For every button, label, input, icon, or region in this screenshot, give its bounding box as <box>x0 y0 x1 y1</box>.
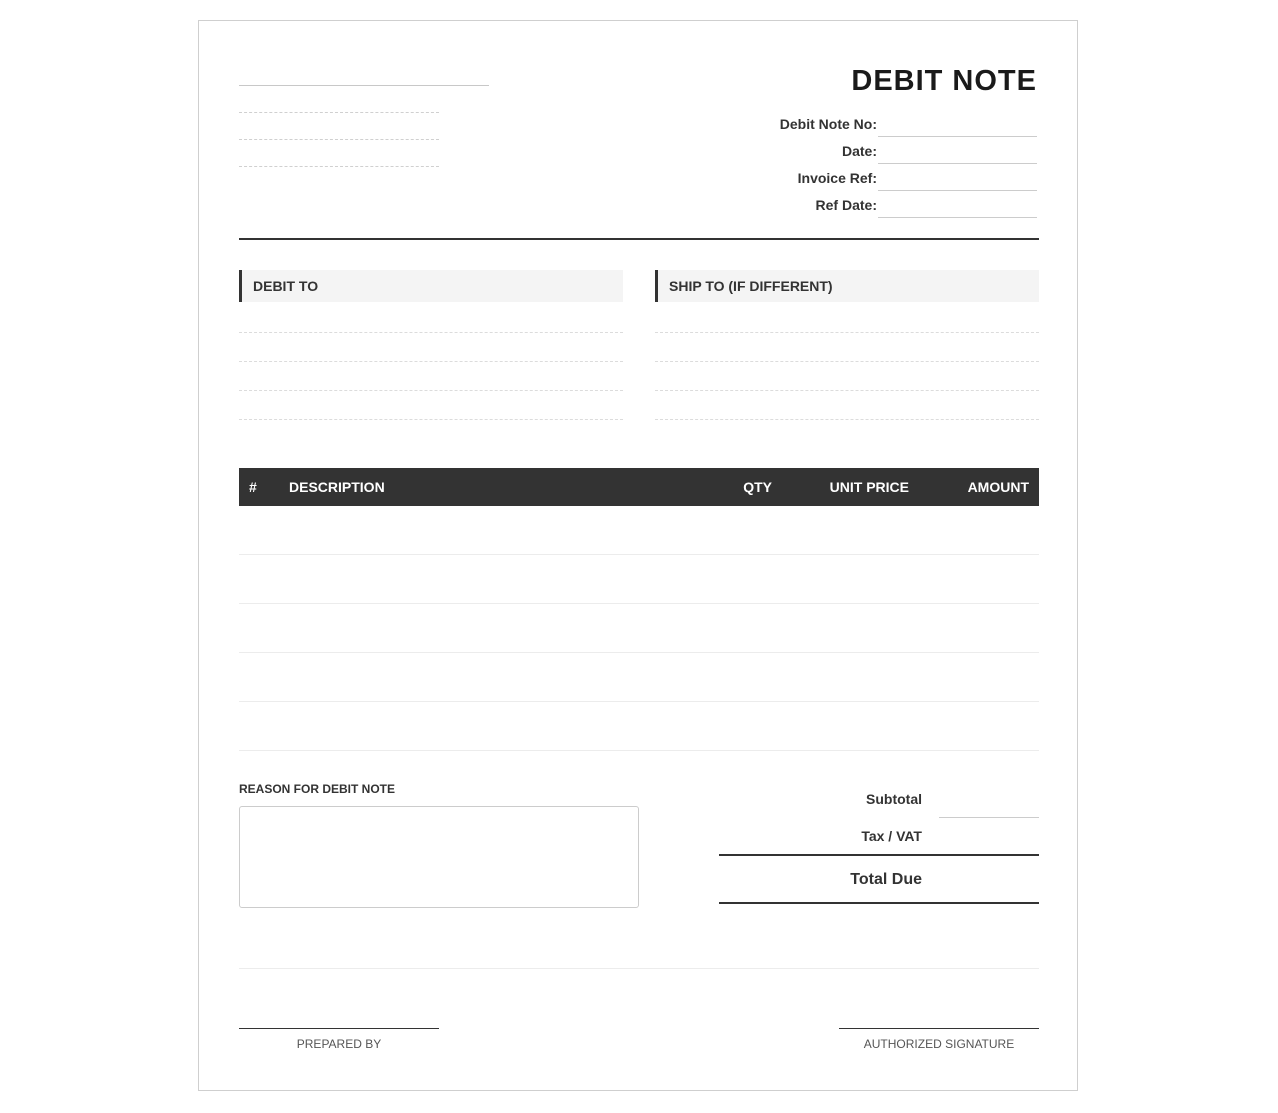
column-unit-price: UNIT PRICE <box>829 479 909 495</box>
meta-label: Debit Note No: <box>779 116 877 132</box>
total-divider <box>719 854 1039 856</box>
reason-textbox[interactable] <box>239 806 639 908</box>
date-field[interactable] <box>878 143 1037 164</box>
document-title: DEBIT NOTE <box>851 65 1037 97</box>
meta-label: Ref Date: <box>815 197 877 213</box>
table-row[interactable] <box>239 506 1039 555</box>
table-row[interactable] <box>239 653 1039 702</box>
ship-to-header <box>655 270 1039 302</box>
table-row[interactable] <box>239 604 1039 653</box>
column-amount: AMOUNT <box>967 479 1029 495</box>
ship-to-line-3[interactable] <box>655 390 1039 391</box>
debit-to-line-1[interactable] <box>239 332 623 333</box>
subtotal-field[interactable] <box>939 817 1039 818</box>
debit-to-heading: DEBIT TO <box>253 278 319 294</box>
total-due-label: Total Due <box>850 871 922 888</box>
ship-to-line-2[interactable] <box>655 361 1039 362</box>
debit-note-page <box>198 20 1078 1091</box>
meta-row-debit-note-no <box>737 110 1037 137</box>
company-name-line[interactable] <box>239 85 489 86</box>
reason-label: REASON FOR DEBIT NOTE <box>239 782 396 796</box>
table-row[interactable] <box>239 702 1039 751</box>
column-number: # <box>249 479 257 495</box>
meta-label: Date: <box>841 143 877 159</box>
column-description: DESCRIPTION <box>289 479 385 495</box>
company-address-line-3[interactable] <box>239 166 439 167</box>
authorized-signature-label: AUTHORIZED SIGNATURE <box>863 1037 1015 1051</box>
column-qty: QTY <box>743 479 772 495</box>
prepared-by-line[interactable] <box>239 1028 439 1029</box>
meta-row-invoice-ref <box>737 164 1037 191</box>
ship-to-line-4[interactable] <box>655 419 1039 420</box>
meta-label: Invoice Ref: <box>797 170 877 186</box>
invoice-ref-field[interactable] <box>878 170 1037 191</box>
total-bottom-rule <box>719 902 1039 904</box>
debit-to-header <box>239 270 623 302</box>
meta-row-date <box>737 137 1037 164</box>
company-address-line-1[interactable] <box>239 112 439 113</box>
debit-to-line-3[interactable] <box>239 390 623 391</box>
items-table-header <box>239 468 1039 506</box>
debit-to-line-2[interactable] <box>239 361 623 362</box>
ref-date-field[interactable] <box>878 197 1037 218</box>
subtotal-label: Subtotal <box>866 791 922 807</box>
company-address-line-2[interactable] <box>239 139 439 140</box>
prepared-by-label: PREPARED BY <box>296 1037 382 1051</box>
ship-to-line-1[interactable] <box>655 332 1039 333</box>
authorized-signature-line[interactable] <box>839 1028 1039 1029</box>
footer-divider <box>239 968 1039 969</box>
header-divider <box>239 238 1039 240</box>
debit-to-line-4[interactable] <box>239 419 623 420</box>
debit-note-no-field[interactable] <box>878 116 1037 137</box>
tax-label: Tax / VAT <box>861 828 922 844</box>
table-row[interactable] <box>239 555 1039 604</box>
meta-row-ref-date <box>737 191 1037 218</box>
ship-to-heading: SHIP TO (IF DIFFERENT) <box>669 278 833 294</box>
